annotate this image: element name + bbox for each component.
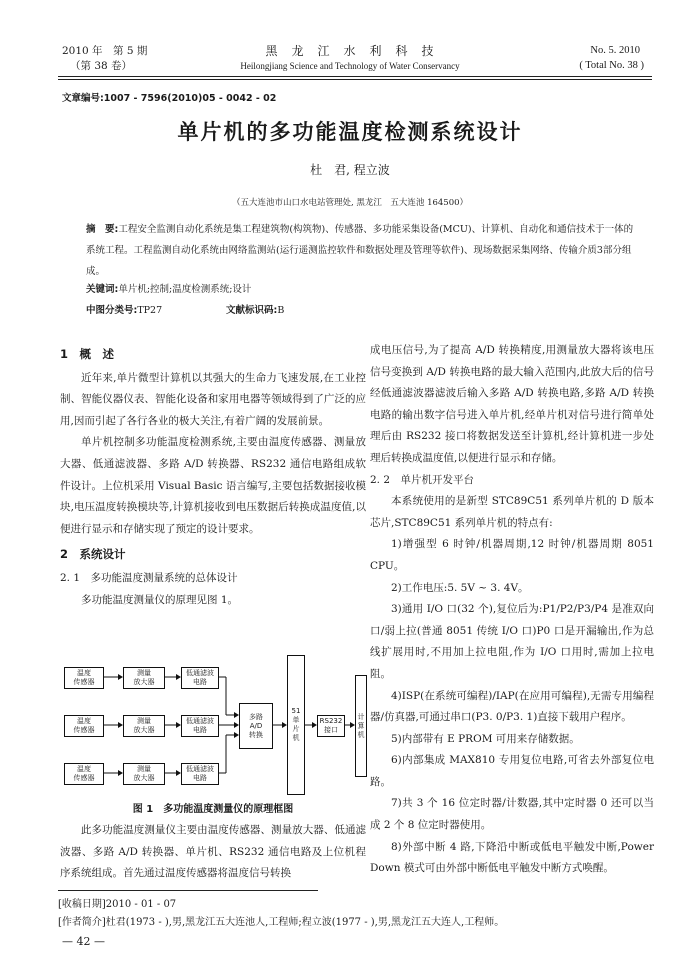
right-column — [370, 340, 654, 880]
mux-ad-box: 多路 A/D 转换 — [239, 703, 273, 749]
rs232-box: RS232 接口 — [317, 715, 345, 737]
classification-label: 中图分类号: — [86, 305, 138, 316]
volume-label: （第 38 卷） — [70, 60, 133, 72]
section-2-1-title: 2. 1 多功能温度测量系统的总体设计 — [60, 571, 238, 584]
lowpass-filter-box: 低通滤波 电路 — [181, 715, 219, 737]
paragraph: 近年来,单片微型计算机以其强大的生命力飞速发展,在工业控制、智能仪器仪表、智能化设备和家用电器等领域得到了广泛的应用,因而引起了各行各业的极大关注,有着广阔的发展前景。 — [60, 371, 366, 427]
abstract-text: 工程安全监测自动化系统是集工程建筑物(构筑物)、传感器、多功能采集设备(MCU)、计算机、自动化和通信技术于一体的系统工程。工程监测自动化系统由网络监测站(运行遥测监控软件和数据处理及管理等软件)、现场数据采集网络、传输介质3部分组成。 — [86, 224, 634, 277]
section-2-2-title: 2. 2 单片机开发平台 — [370, 473, 475, 486]
left-column — [60, 340, 366, 611]
abstract — [86, 219, 642, 282]
list-item: 3)通用 I/O 口(32 个),复位后为:P1/P2/P3/P4 是准双向口/弱上拉(普通 8051 传统 I/O 口)P0 口是开漏输出,作为总线扩展用时,不用加上拉电阻,作为 I/O 口用时,需加上拉电阻。 — [370, 603, 654, 680]
journal-title-cn: 黑 龙 江 水 利 科 技 — [265, 44, 435, 58]
section-1-title: 1 概 述 — [60, 347, 115, 361]
amplifier-box: 测量 放大器 — [123, 715, 165, 737]
footnote-rule — [58, 890, 318, 891]
paragraph: 成电压信号,为了提高 A/D 转换精度,用测量放大器将该电压信号变换到 A/D 转换电路的最大输入范围内,此放大后的信号经低通滤波器滤波后输入多路 A/D 转换电路,多路 A/D 转换电路的输出数字信号进入单片机,经单片机对信号进行简单处理后由 RS232 接口将数据发送至计算机,经计算机进一步处理后转换成温度值,以便进行显示和存储。 — [370, 344, 654, 464]
authors: 杜 君, 程立波 — [310, 163, 390, 177]
total-number-en: ( Total No. 38 ) — [579, 60, 644, 71]
temperature-sensor-box: 温度 传感器 — [64, 667, 104, 689]
keywords — [86, 281, 251, 295]
header-rule — [58, 76, 652, 77]
computer-box: 计 算 机 — [355, 675, 367, 777]
keywords-label: 关键词: — [86, 284, 119, 295]
footnote — [58, 896, 658, 932]
article-number: 文章编号:1007 - 7596(2010)05 - 0042 - 02 — [62, 93, 277, 104]
paper-title: 单片机的多功能温度检测系统设计 — [177, 120, 523, 144]
doc-code-value: B — [277, 305, 285, 316]
section-2-title: 2 系统设计 — [60, 547, 126, 562]
list-item: 2)工作电压:5. 5V ~ 3. 4V。 — [391, 581, 529, 594]
page-number: — 42 — — [62, 935, 105, 948]
list-item: 4)ISP(在系统可编程)/IAP(在应用可编程),无需专用编程器/仿真器,可通过串口(P3. 0/P3. 1)直接下载用户程序。 — [370, 689, 654, 724]
journal-title-en: Heilongjiang Science and Technology of Water Conservancy — [240, 61, 460, 71]
author-info: [作者简介]杜君(1973 - ),男,黑龙江五大连池人,工程师;程立波(1977 - ),男,黑龙江五大连人,工程师。 — [58, 917, 505, 928]
list-item: 7)共 3 个 16 位定时器/计数器,其中定时器 0 还可以当成 2 个 8 位定时器使用。 — [370, 797, 654, 832]
paragraph: 此多功能温度测量仪主要由温度传感器、测量放大器、低通滤波器、多路 A/D 转换器、单片机、RS232 通信电路及上位机程序系统组成。首先通过温度传感器将温度信号转换 — [60, 824, 366, 880]
issue-number-en: No. 5. 2010 — [590, 45, 640, 56]
received-date: [收稿日期]2010 - 01 - 07 — [58, 899, 177, 910]
doc-code-label: 文献标识码: — [226, 305, 278, 316]
lowpass-filter-box: 低通滤波 电路 — [181, 763, 219, 785]
classification-value: TP27 — [137, 305, 163, 316]
keywords-text: 单片机;控制;温度检测系统;设计 — [118, 284, 252, 295]
affiliation: （五大连池市山口水电站管理处, 黑龙江 五大连池 164500） — [231, 198, 469, 208]
lowpass-filter-box: 低通滤波 电路 — [181, 667, 219, 689]
figure-1-diagram — [60, 655, 366, 795]
header-rule-2 — [58, 79, 652, 80]
paragraph: 多功能温度测量仪的原理见图 1。 — [81, 593, 239, 606]
amplifier-box: 测量 放大器 — [123, 667, 165, 689]
list-item: 6)内部集成 MAX810 专用复位电路,可省去外部复位电路。 — [370, 754, 654, 788]
amplifier-box: 测量 放大器 — [123, 763, 165, 785]
figure-1-caption: 图 1 多功能温度测量仪的原理框图 — [132, 804, 294, 815]
doc-code — [226, 302, 284, 316]
list-item: 8)外部中断 4 路,下降沿中断或低电平触发中断,Power Down 模式可由外部中断低电平触发中断方式唤醒。 — [370, 840, 654, 875]
issue-label: 2010 年 第 5 期 — [62, 45, 148, 57]
abstract-label: 摘 要: — [86, 224, 119, 235]
list-item: 5)内部带有 E PROM 可用来存储数据。 — [391, 732, 580, 745]
left-column-bottom — [60, 820, 366, 885]
temperature-sensor-box: 温度 传感器 — [64, 715, 104, 737]
temperature-sensor-box: 温度 传感器 — [64, 763, 104, 785]
mcu-box: 51 单 片 机 — [287, 655, 305, 795]
paragraph: 本系统使用的是新型 STC89C51 系列单片机的 D 版本芯片,STC89C51 系列单片机的特点有: — [370, 495, 654, 529]
paragraph: 单片机控制多功能温度检测系统,主要由温度传感器、测量放大器、低通滤波器、多路 A/D 转换器、RS232 通信电路组成软件设计。上位机采用 Visual Basic 语言编写,主要包括数据接收模块,电压温度转换模块等,计算机接收到电压数据后转换成温度值,以便进行显示和存储实现了预定的设计要求。 — [60, 436, 366, 535]
list-item: 1)增强型 6 时钟/机器周期,12 时钟/机器周期 8051 CPU。 — [370, 538, 654, 572]
